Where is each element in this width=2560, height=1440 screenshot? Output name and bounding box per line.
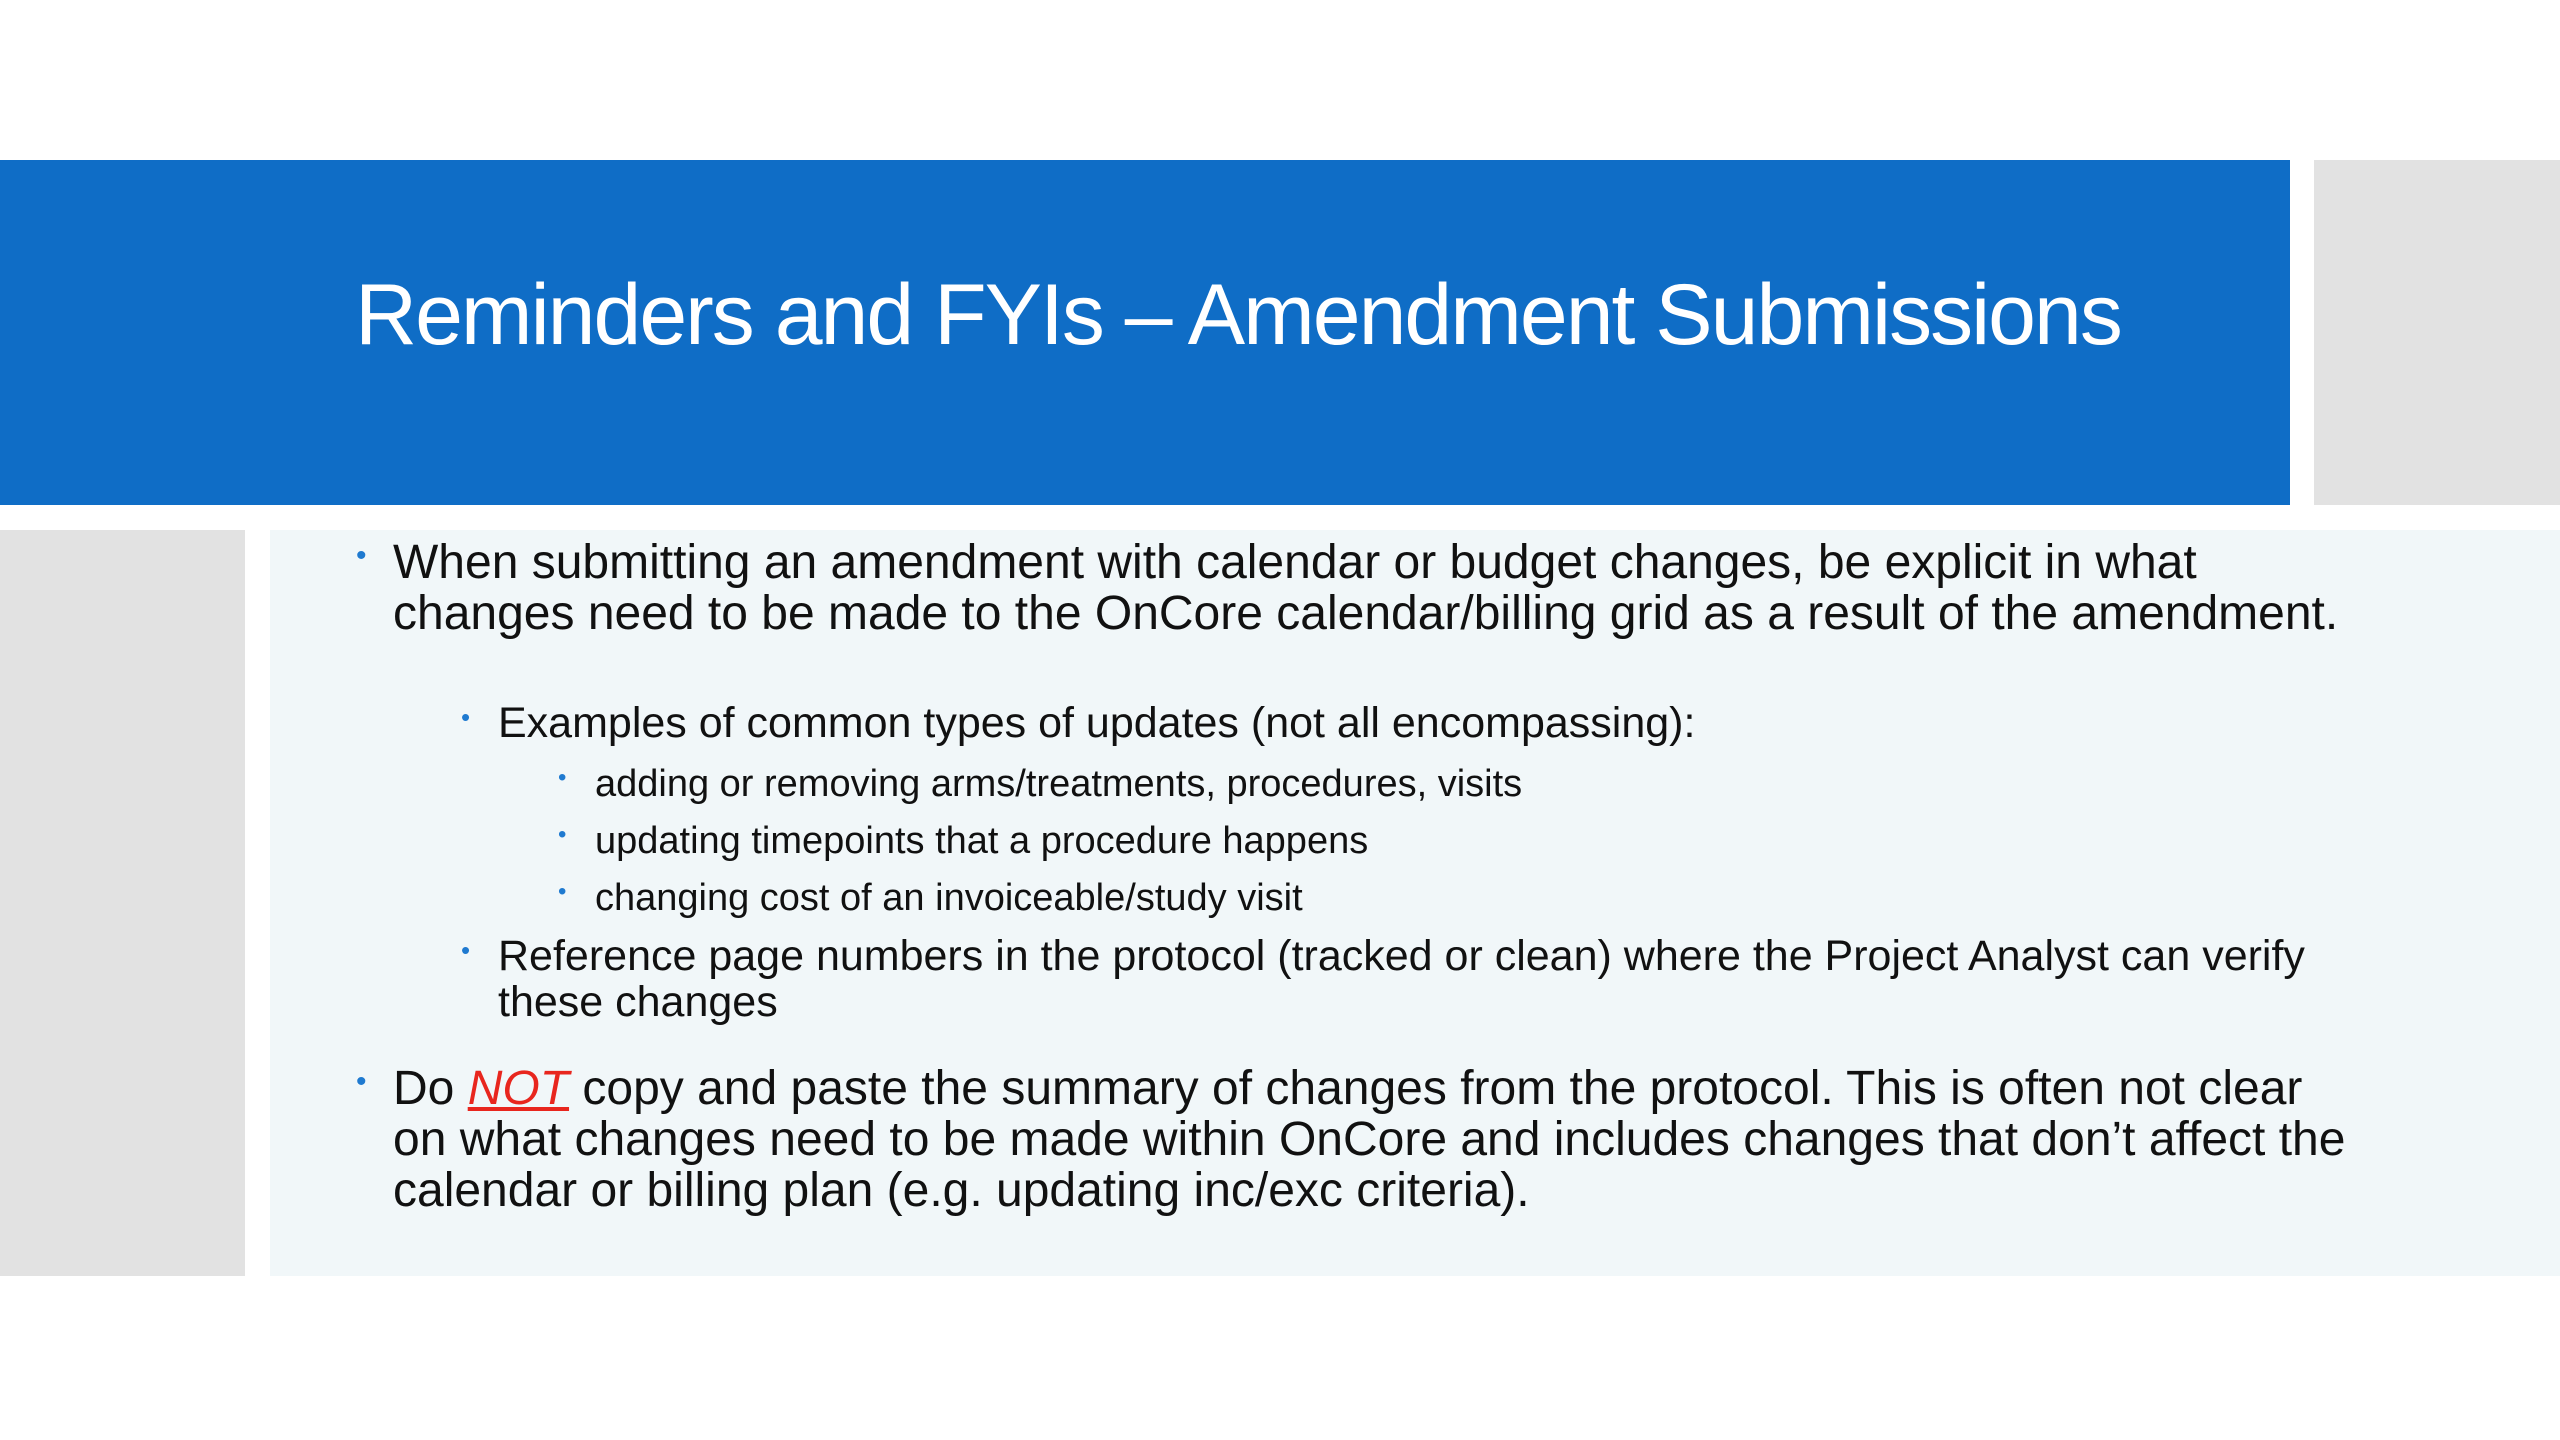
bullet-dot-icon: • xyxy=(356,539,367,572)
bullet-dot-icon: • xyxy=(356,1065,367,1098)
bullet-text: updating timepoints that a procedure happens xyxy=(595,820,1369,862)
bullet-text-prefix: Do xyxy=(393,1062,468,1115)
sub-bullet-item xyxy=(461,932,2358,1026)
bullet-dot-icon: • xyxy=(461,935,471,965)
bullet-dot-icon: • xyxy=(558,821,567,848)
bullet-dot-icon: • xyxy=(461,702,471,732)
sub-sub-bullet-item xyxy=(558,763,2295,805)
bullet-text: adding or removing arms/treatments, procedures, visits xyxy=(595,763,1523,805)
slide-title: Reminders and FYIs – Amendment Submissions xyxy=(355,267,2121,363)
bullet-dot-icon: • xyxy=(558,764,567,791)
sub-bullet-item xyxy=(461,699,2358,747)
sub-sub-bullet-item xyxy=(558,820,2295,862)
decorative-block-left xyxy=(0,530,245,1276)
bullet-text: copy and paste the summary of changes from the protocol. This is often not clear on what changes need to be made within OnCore and includes changes that don’t affect the calendar or billing plan (e.g. updating inc/exc criteria). xyxy=(393,1062,2346,1217)
bullet-item xyxy=(356,1062,2353,1217)
sub-sub-bullet-item xyxy=(558,877,2295,919)
bullet-item xyxy=(356,536,2353,640)
bullet-dot-icon: • xyxy=(558,878,567,905)
emphasis-not: NOT xyxy=(467,1062,570,1115)
bullet-text: changing cost of an invoiceable/study visit xyxy=(595,877,1303,919)
decorative-block-right xyxy=(2314,160,2560,505)
bullet-text: Reference page numbers in the protocol (tracked or clean) where the Project Analyst can verify these changes xyxy=(498,932,2305,1026)
bullet-text: When submitting an amendment with calendar or budget changes, be explicit in what changes need to be made to the OnCore calendar/billing grid as a result of the amendment. xyxy=(393,536,2339,640)
bullet-text: Examples of common types of updates (not all encompassing): xyxy=(498,699,1696,747)
